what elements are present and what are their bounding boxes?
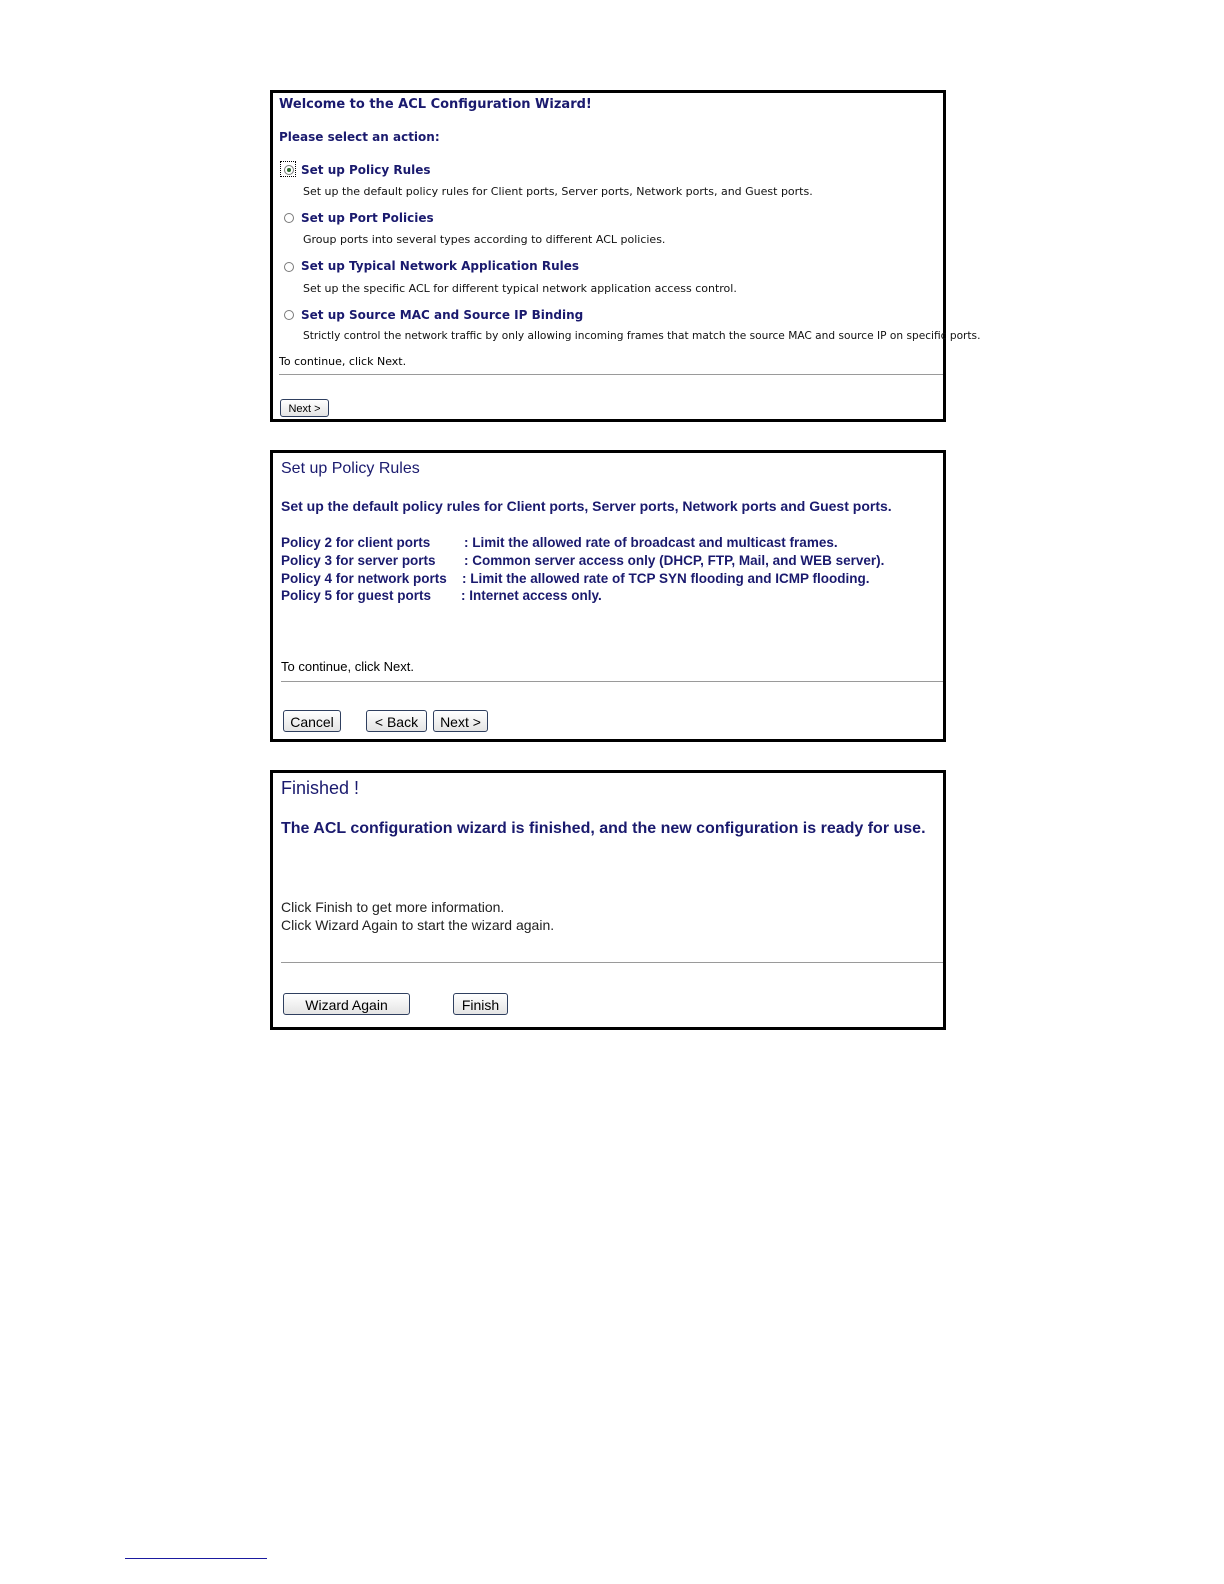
- radio-policy-rules[interactable]: [284, 165, 294, 175]
- continue-instruction: To continue, click Next.: [279, 355, 407, 368]
- policy-rules-description: Set up the default policy rules for Client ports, Server ports, Network ports and Guest ports.: [281, 498, 892, 514]
- option-description: Set up the default policy rules for Client ports, Server ports, Network ports, and Guest ports.: [303, 185, 813, 198]
- divider: [281, 681, 943, 682]
- option-label[interactable]: Set up Typical Network Application Rules: [301, 259, 580, 273]
- policy-rule: : Internet access only.: [461, 588, 602, 603]
- finished-panel: [270, 770, 946, 1030]
- footnote-separator: [125, 1558, 267, 1559]
- radio-mac-ip-binding[interactable]: [284, 310, 294, 320]
- finish-info-line: Click Finish to get more information.: [281, 899, 505, 915]
- next-button[interactable]: Next >: [280, 399, 329, 417]
- next-button[interactable]: Next >: [433, 710, 488, 732]
- back-button[interactable]: < Back: [366, 710, 427, 732]
- radio-port-policies[interactable]: [284, 213, 294, 223]
- continue-instruction: To continue, click Next.: [281, 659, 414, 674]
- option-description: Group ports into several types according to different ACL policies.: [303, 233, 666, 246]
- policy-name: Policy 3 for server ports: [281, 553, 436, 568]
- policy-rule: : Common server access only (DHCP, FTP, Mail, and WEB server).: [464, 553, 885, 568]
- finish-button[interactable]: Finish: [453, 993, 508, 1015]
- divider: [281, 962, 943, 963]
- acl-wizard-welcome-panel: [270, 90, 981, 422]
- policy-rule: : Limit the allowed rate of broadcast and multicast frames.: [464, 535, 838, 550]
- policy-rules-title: Set up Policy Rules: [281, 460, 420, 477]
- option-description: Set up the specific ACL for different typical network application access control.: [303, 282, 737, 295]
- policy-name: Policy 4 for network ports: [281, 571, 447, 586]
- policy-name: Policy 2 for client ports: [281, 535, 431, 550]
- option-label[interactable]: Set up Port Policies: [301, 211, 434, 225]
- finished-description: The ACL configuration wizard is finished, and the new configuration is ready for use.: [281, 820, 926, 837]
- wizard-again-button[interactable]: Wizard Again: [283, 993, 410, 1015]
- option-label[interactable]: Set up Source MAC and Source IP Binding: [301, 308, 584, 322]
- divider: [279, 374, 943, 375]
- welcome-title: Welcome to the ACL Configuration Wizard!: [279, 97, 592, 112]
- select-action-label: Please select an action:: [279, 130, 440, 144]
- wizard-again-info-line: Click Wizard Again to start the wizard again.: [281, 917, 555, 933]
- cancel-button[interactable]: Cancel: [283, 710, 341, 732]
- policy-name: Policy 5 for guest ports: [281, 588, 432, 603]
- policy-rule: : Limit the allowed rate of TCP SYN flooding and ICMP flooding.: [462, 571, 870, 586]
- finished-title: Finished !: [281, 778, 360, 798]
- policy-rules-panel: [270, 450, 946, 742]
- option-label[interactable]: Set up Policy Rules: [301, 163, 431, 177]
- radio-network-application-rules[interactable]: [284, 262, 294, 272]
- option-description: Strictly control the network traffic by only allowing incoming frames that match the source MAC and source IP on specific ports.: [303, 330, 981, 342]
